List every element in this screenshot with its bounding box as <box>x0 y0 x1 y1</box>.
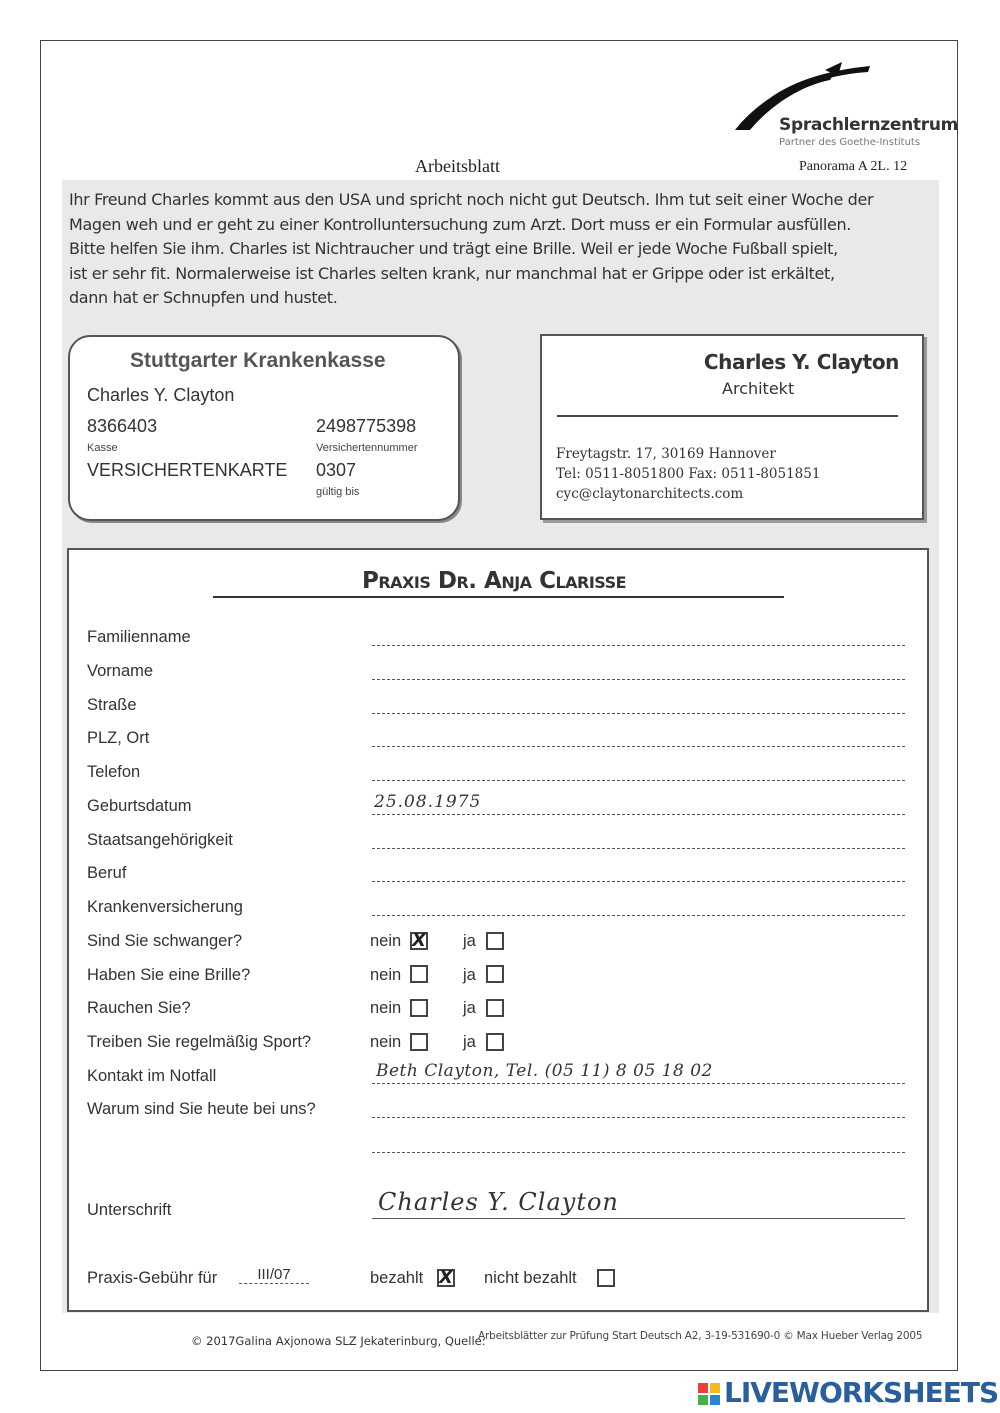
geburtsdatum-value: 25.08.1975 <box>374 792 482 812</box>
fee-unpaid-label: nicht bezahlt <box>484 1269 577 1287</box>
insurance-holder: Charles Y. Clayton <box>87 385 235 405</box>
label-staatsangehoerigkeit: Staatsangehörigkeit <box>87 831 233 849</box>
field-telefon[interactable] <box>372 780 905 781</box>
business-card-phone: Tel: 0511-8051800 Fax: 0511-8051851 <box>556 466 821 482</box>
intro-text <box>69 188 929 311</box>
intro-line: ist er sehr fit. Normalerweise ist Charles selten krank, nur manchmal hat er Grippe oder ist erkältet, <box>69 263 835 283</box>
brille-ja-checkbox[interactable] <box>486 965 504 983</box>
brille-nein-label: nein <box>370 966 402 984</box>
label-krankenversicherung: Krankenversicherung <box>87 898 243 916</box>
insured-number: 2498775398 <box>316 416 417 436</box>
brille-ja-label: ja <box>463 966 476 984</box>
notfall-value: Beth Clayton, Tel. (05 11) 8 05 18 02 <box>376 1061 713 1081</box>
rauchen-nein-checkbox[interactable] <box>410 999 428 1017</box>
label-sport: Treiben Sie regelmäßig Sport? <box>87 1033 312 1051</box>
sport-nein-label: nein <box>370 1033 402 1051</box>
field-vorname[interactable] <box>372 679 905 680</box>
label-rauchen: Rauchen Sie? <box>87 999 191 1017</box>
label-telefon: Telefon <box>87 763 141 781</box>
liveworksheets-logo-icon <box>698 1383 720 1405</box>
rauchen-ja-checkbox[interactable] <box>486 999 504 1017</box>
intro-line: Magen weh und er geht zu einer Kontrolluntersuchung zum Arzt. Dort muss er ein Formular ausfüllen. <box>69 214 852 234</box>
logo-tagline: Partner des Goethe-Instituts <box>779 137 921 148</box>
label-grund: Warum sind Sie heute bei uns? <box>87 1100 316 1118</box>
schwanger-ja-label: ja <box>463 932 476 950</box>
fee-period[interactable]: III/07 <box>239 1266 309 1284</box>
insurance-company: Stuttgarter Krankenkasse <box>130 349 386 372</box>
label-familienname: Familienname <box>87 628 191 646</box>
label-unterschrift: Unterschrift <box>87 1201 172 1219</box>
form-title: Praxis Dr. Anja Clarisse <box>362 568 627 594</box>
label-strasse: Straße <box>87 696 137 714</box>
copyright-text: © 2017Galina Axjonowa SLZ Jekaterinburg, Quelle: <box>191 1334 486 1348</box>
worksheet-title: Arbeitsblatt <box>415 156 500 176</box>
field-grund[interactable] <box>372 1117 905 1118</box>
sport-ja-checkbox[interactable] <box>486 1033 504 1051</box>
valid-until: 0307 <box>316 460 357 480</box>
card-type: VERSICHERTENKARTE <box>87 460 288 480</box>
rauchen-nein-label: nein <box>370 999 402 1017</box>
logo-name: Sprachlernzentrum <box>779 115 959 135</box>
field-geburtsdatum[interactable] <box>372 814 905 815</box>
fee-paid-label: bezahlt <box>370 1269 424 1287</box>
business-card-email: cyc@claytonarchitects.com <box>556 486 744 502</box>
label-geburtsdatum: Geburtsdatum <box>87 797 192 815</box>
liveworksheets-watermark[interactable]: LIVEWORKSHEETS <box>724 1376 999 1409</box>
brille-nein-checkbox[interactable] <box>410 965 428 983</box>
intro-line: dann hat er Schnupfen und hustet. <box>69 288 338 308</box>
business-card-name: Charles Y. Clayton <box>703 350 899 374</box>
label-vorname: Vorname <box>87 662 154 680</box>
label-schwanger: Sind Sie schwanger? <box>87 932 243 950</box>
field-notfall[interactable] <box>372 1083 905 1084</box>
sport-nein-checkbox[interactable] <box>410 1033 428 1051</box>
source-text: Arbeitsblätter zur Prüfung Start Deutsch A2, 3-19-531690-0 © Max Hueber Verlag 2005 <box>478 1330 923 1342</box>
valid-until-label: gültig bis <box>316 486 360 498</box>
label-notfall: Kontakt im Notfall <box>87 1067 217 1085</box>
fee-paid-checkbox[interactable]: X <box>437 1269 455 1287</box>
form-title-underline <box>213 596 784 598</box>
label-beruf: Beruf <box>87 864 127 882</box>
field-plz-ort[interactable] <box>372 746 905 747</box>
kasse-label: Kasse <box>87 442 118 454</box>
sport-ja-label: ja <box>463 1033 476 1051</box>
intro-line: Ihr Freund Charles kommt aus den USA und spricht noch nicht gut Deutsch. Ihm tut seit einer Woche der <box>69 190 874 209</box>
schwanger-ja-checkbox[interactable] <box>486 932 504 950</box>
field-beruf[interactable] <box>372 881 905 882</box>
kasse-number: 8366403 <box>87 416 158 436</box>
field-grund-line-2[interactable] <box>372 1152 905 1153</box>
fee-label: Praxis-Gebühr für <box>87 1269 218 1287</box>
schwanger-nein-label: nein <box>370 932 402 950</box>
signature-value: Charles Y. Clayton <box>378 1188 619 1216</box>
schwanger-nein-checkbox[interactable]: X <box>410 932 428 950</box>
fee-unpaid-checkbox[interactable] <box>597 1269 615 1287</box>
intro-line: Bitte helfen Sie ihm. Charles ist Nichtraucher und trägt eine Brille. Weil er jede Woche Fußball spielt, <box>69 239 838 259</box>
insured-number-label: Versichertennummer <box>316 442 418 454</box>
field-unterschrift[interactable] <box>372 1218 905 1219</box>
rauchen-ja-label: ja <box>463 999 476 1017</box>
field-strasse[interactable] <box>372 713 905 714</box>
business-card-address: Freytagstr. 17, 30169 Hannover <box>556 446 776 462</box>
field-krankenversicherung[interactable] <box>372 915 905 916</box>
label-brille: Haben Sie eine Brille? <box>87 966 251 984</box>
business-card-job: Architekt <box>722 379 795 398</box>
field-staatsangehoerigkeit[interactable] <box>372 848 905 849</box>
worksheet-reference: Panorama A 2L. 12 <box>799 159 908 174</box>
business-card-divider <box>557 415 898 417</box>
field-familienname[interactable] <box>372 645 905 646</box>
label-plz-ort: PLZ, Ort <box>87 729 150 747</box>
